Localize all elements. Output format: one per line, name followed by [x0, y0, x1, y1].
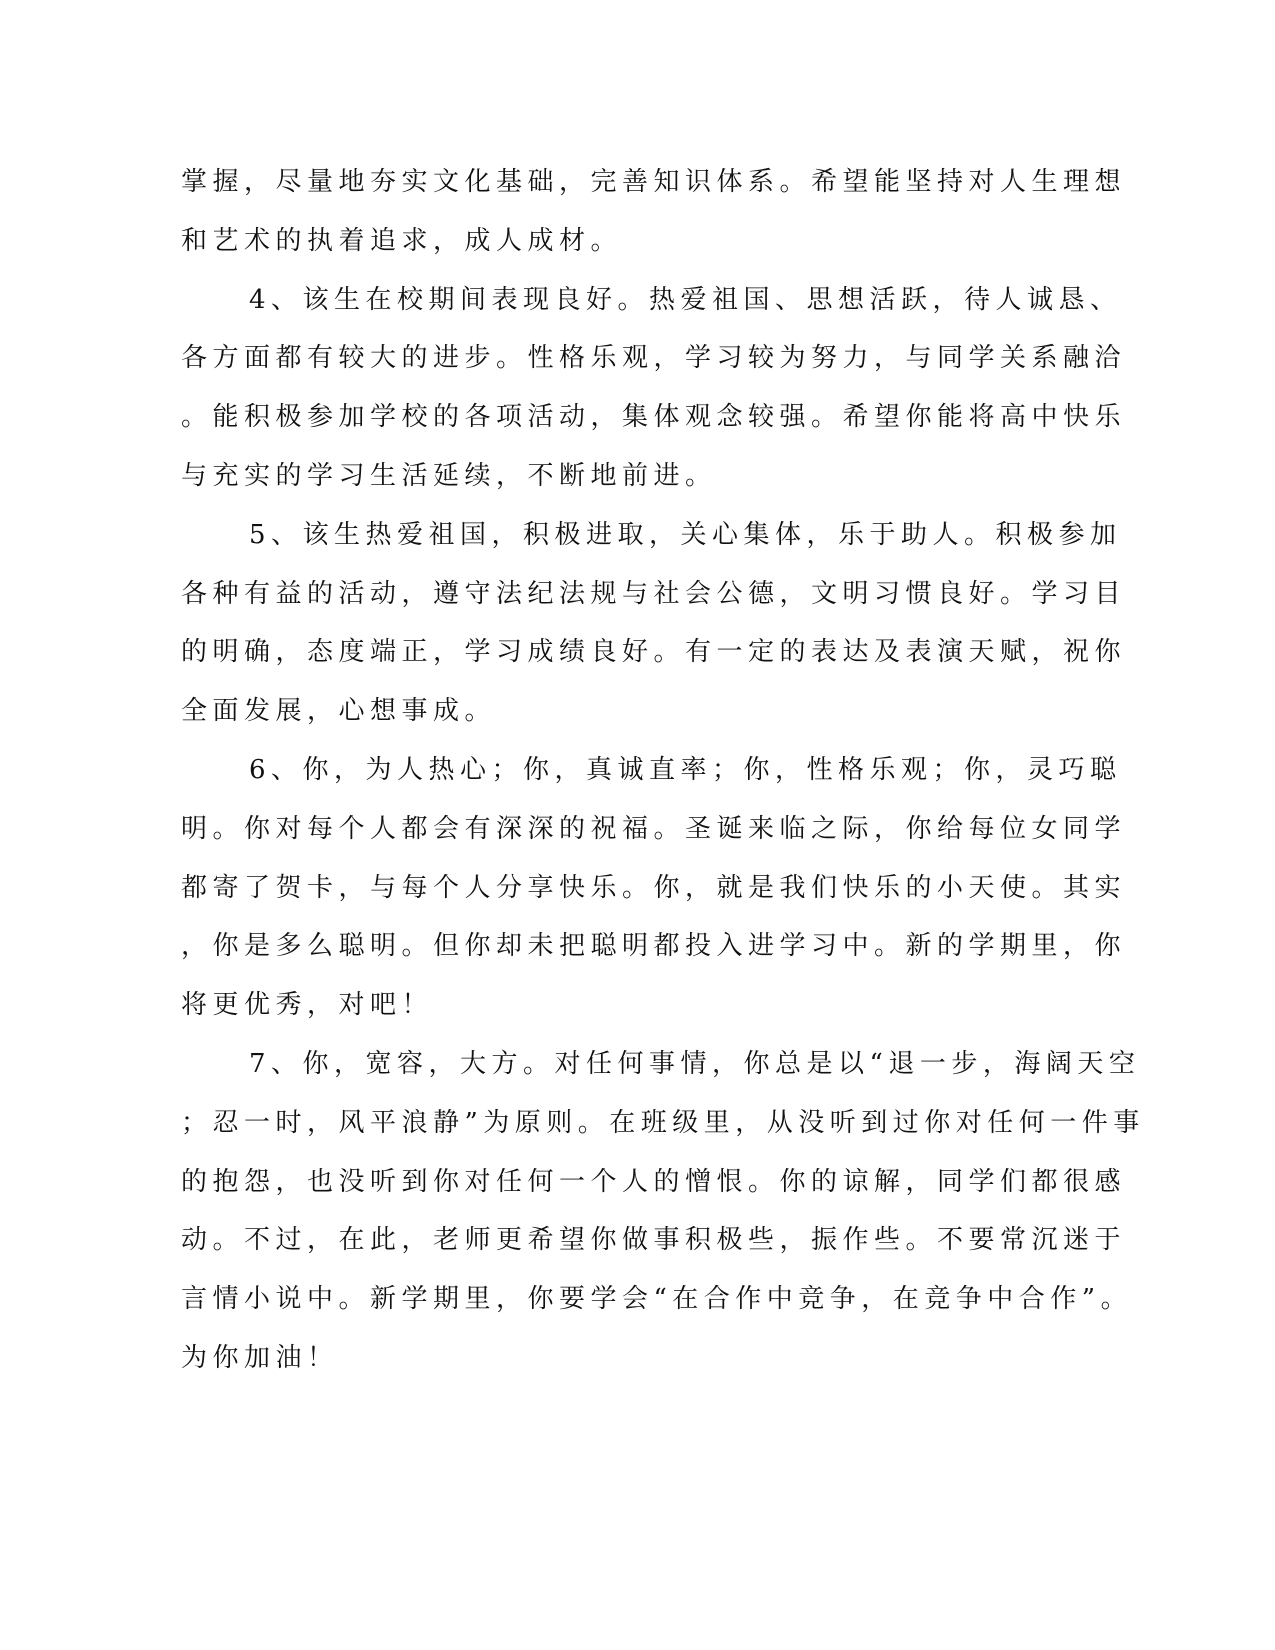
paragraph-start-line: 4、该生在校期间表现良好。热爱祖国、思想活跃，待人诚恳、 [249, 284, 1122, 315]
text-line: 各种有益的活动，遵守法纪法规与社会公德，文明习惯良好。学习目 [181, 578, 1127, 609]
text-line: 为你加油！ [181, 1342, 339, 1373]
text-line: 将更优秀，对吧！ [181, 990, 434, 1021]
text-line: 言情小说中。新学期里，你要学会“在合作中竞争，在竞争中合作”。 [181, 1284, 1133, 1315]
paragraph-start-line: 5、该生热爱祖国，积极进取，关心集体，乐于助人。积极参加 [249, 519, 1122, 550]
text-line: 都寄了贺卡，与每个人分享快乐。你，就是我们快乐的小天使。其实 [181, 872, 1127, 903]
text-line: 的明确，态度端正，学习成绩良好。有一定的表达及表演天赋，祝你 [181, 637, 1127, 668]
body-text [181, 153, 1145, 1388]
paragraph-start-line: 6、你，为人热心；你，真诚直率；你，性格乐观；你，灵巧聪 [249, 754, 1122, 785]
text-line: 明。你对每个人都会有深深的祝福。圣诞来临之际，你给每位女同学 [181, 813, 1127, 844]
text-line: 和艺术的执着追求，成人成材。 [181, 225, 623, 256]
text-line: 与充实的学习生活延续，不断地前进。 [181, 460, 717, 491]
text-line: 各方面都有较大的进步。性格乐观，学习较为努力，与同学关系融洽 [181, 343, 1127, 374]
text-line: 掌握，尽量地夯实文化基础，完善知识体系。希望能坚持对人生理想 [181, 167, 1127, 197]
text-line: 。能积极参加学校的各项活动，集体观念较强。希望你能将高中快乐 [181, 402, 1127, 433]
text-line: 的抱怨，也没听到你对任何一个人的憎恨。你的谅解，同学们都很感 [181, 1166, 1127, 1197]
text-line: ；忍一时，风平浪静”为原则。在班级里，从没听到过你对任何一件事 [181, 1107, 1145, 1138]
text-line: ，你是多么聪明。但你却未把聪明都投入进学习中。新的学期里，你 [181, 931, 1127, 962]
text-line: 动。不过，在此，老师更希望你做事积极些，振作些。不要常沉迷于 [181, 1225, 1127, 1256]
paragraph-start-line: 7、你，宽容，大方。对任何事情，你总是以“退一步，海阔天空 [249, 1048, 1141, 1079]
text-line: 全面发展，心想事成。 [181, 696, 497, 727]
